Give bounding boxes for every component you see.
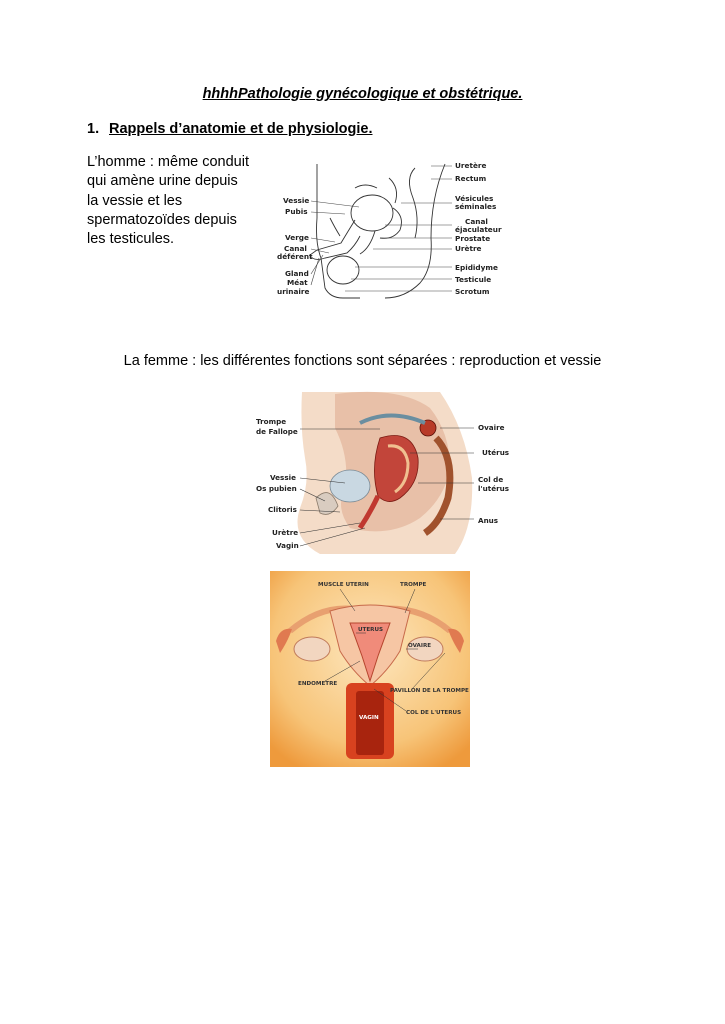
paragraph-line: L’homme : même conduit: [87, 154, 249, 170]
label-canal-ejac: Canal: [465, 217, 488, 226]
female-side-figure: [250, 388, 478, 556]
label-pubis: Pubis: [285, 207, 308, 216]
label-l-uterus: l'utérus: [478, 484, 510, 493]
section-title: Rappels d’anatomie et de physiologie.: [109, 121, 373, 137]
label-verge: Verge: [285, 233, 309, 242]
label-endometre: ENDOMETRE: [298, 681, 338, 687]
label-vagin-f: Vagin: [276, 541, 299, 550]
paragraph-line: qui amène urine depuis: [87, 173, 238, 190]
paragraph-line: la vessie et les: [87, 192, 183, 209]
male-anatomy-drawing: [310, 164, 445, 298]
section-heading: [87, 121, 372, 137]
label-uterus: Utérus: [482, 448, 510, 457]
label-testicule: Testicule: [455, 275, 492, 284]
label-vagin-front: VAGIN: [359, 715, 379, 721]
label-ovaire-front: OVAIRE: [408, 643, 432, 649]
female-side-drawing: [298, 392, 473, 554]
label-fallope: de Fallope: [256, 427, 298, 436]
label-scrotum: Scrotum: [455, 287, 490, 296]
female-front-drawing: [270, 571, 470, 767]
document-title: hhhhPathologie gynécologique et obstétrique.: [202, 86, 523, 102]
femme-line: La femme : les différentes fonctions sont séparées : reproduction et vessie: [123, 353, 602, 369]
label-anus: Anus: [478, 516, 499, 525]
label-uretre-f: Urètre: [272, 528, 299, 537]
label-epididyme: Epididyme: [455, 263, 498, 272]
label-os-pubien: Os pubien: [256, 484, 297, 493]
label-uterus-front: UTERUS: [358, 627, 384, 633]
label-ovaire: Ovaire: [478, 423, 505, 432]
paragraph-line: les testicules.: [87, 231, 175, 248]
label-clitoris: Clitoris: [268, 505, 297, 514]
section-number: 1.: [87, 121, 100, 137]
label-meat: Méat: [287, 278, 308, 287]
paragraph-line: spermatozoïdes depuis: [87, 211, 237, 228]
label-ejaculateur: éjaculateur: [455, 225, 502, 234]
label-pavillon: PAVILLON DE LA TROMPE: [390, 688, 469, 694]
label-canal: Canal: [284, 244, 307, 253]
label-col-front: COL DE L'UTERUS: [406, 710, 462, 716]
label-vesicules: Vésicules: [455, 194, 494, 203]
label-gland: Gland: [285, 269, 309, 278]
label-muscle-uterin: MUSCLE UTERIN: [318, 582, 369, 588]
female-side-right-labels: [476, 420, 536, 530]
label-trompe-front: TROMPE: [400, 582, 427, 588]
label-prostate: Prostate: [455, 234, 491, 243]
label-uretere: Uretère: [455, 161, 487, 170]
label-deferent: déférent: [277, 252, 313, 261]
label-seminales: séminales: [455, 202, 497, 211]
label-urinaire: urinaire: [277, 287, 310, 296]
label-vessie: Vessie: [283, 196, 310, 205]
label-trompe: Trompe: [256, 417, 287, 426]
homme-paragraph: [87, 153, 257, 249]
label-col-de: Col de: [478, 475, 504, 484]
female-front-figure: [270, 571, 470, 767]
label-rectum: Rectum: [455, 174, 487, 183]
label-uretre: Urètre: [455, 244, 482, 253]
male-anatomy-figure: [255, 158, 505, 308]
label-vessie-f: Vessie: [270, 473, 296, 482]
